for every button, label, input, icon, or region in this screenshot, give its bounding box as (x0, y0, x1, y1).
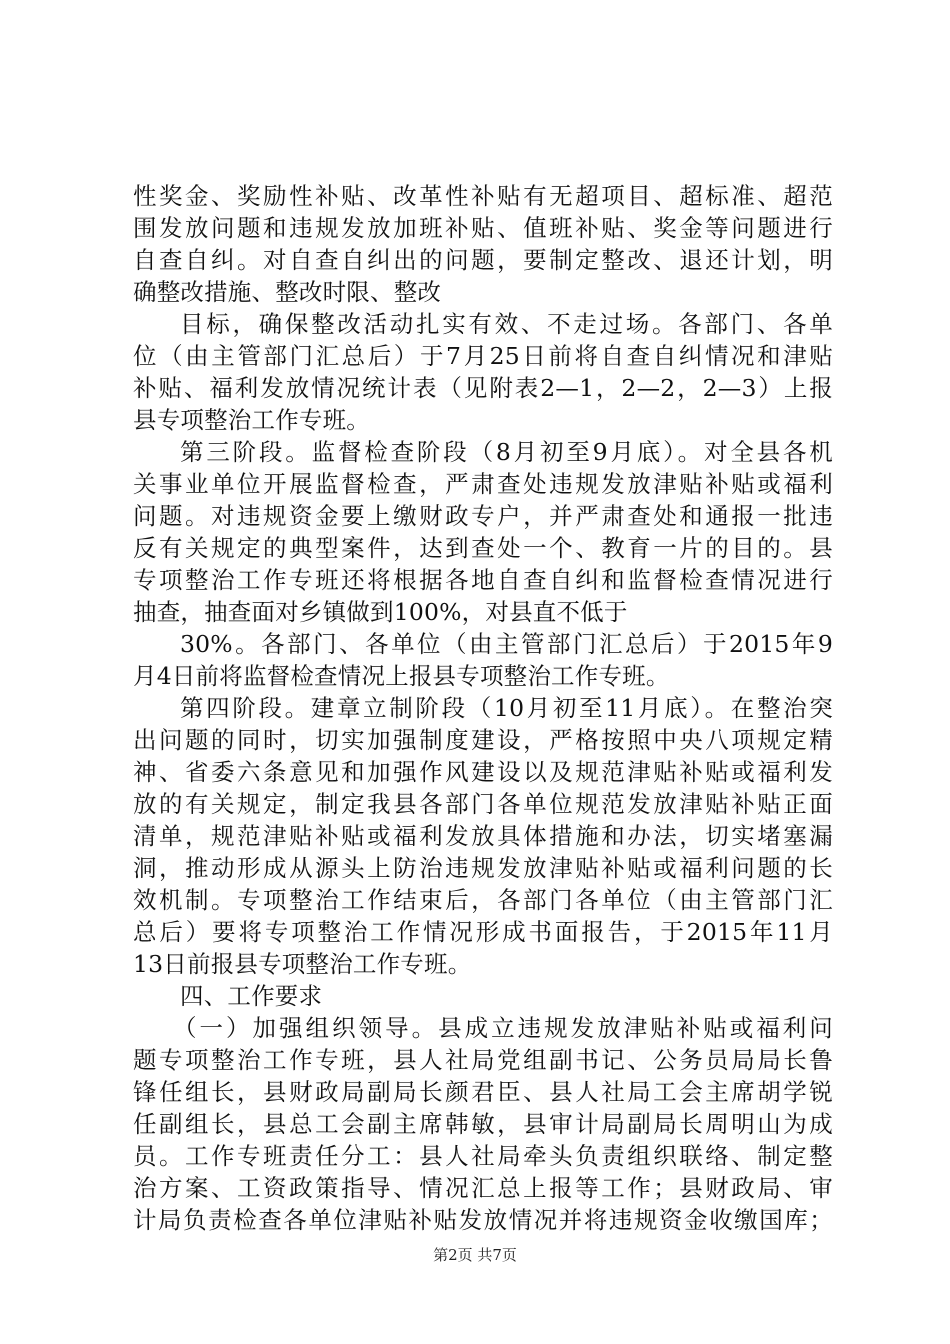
text-line: 关事业单位开展监督检查，严肃查处违规发放津贴补贴或福利 (133, 470, 833, 498)
text-line: 锋任组长，县财政局副局长颜君臣、县人社局工会主席胡学锐 (133, 1078, 833, 1106)
text-line: 确整改措施、整改时限、整改 (133, 278, 442, 306)
text-line: 围发放问题和违规发放加班补贴、值班补贴、奖金等问题进行 (133, 214, 833, 242)
text-line: 放的有关规定，制定我县各部门各单位规范发放津贴补贴正面 (133, 790, 833, 818)
text-line: 30%。各部门、各单位（由主管部门汇总后）于2015年9 (180, 630, 833, 658)
text-line: （一）加强组织领导。县成立违规发放津贴补贴或福利问 (173, 1014, 833, 1042)
text-line: 任副组长，县总工会副主席韩敏，县审计局副局长周明山为成 (133, 1110, 833, 1138)
text-line: 专项整治工作专班还将根据各地自查自纠和监督检查情况进行 (133, 566, 833, 594)
text-line: 计局负责检查各单位津贴补贴发放情况并将违规资金收缴国库； (133, 1206, 833, 1234)
text-line: 洞，推动形成从源头上防治违规发放津贴补贴或福利问题的长 (133, 854, 833, 882)
text-line: 神、省委六条意见和加强作风建设以及规范津贴补贴或福利发 (133, 758, 833, 786)
text-line: 月4日前将监督检查情况上报县专项整治工作专班。 (133, 662, 670, 690)
document-body (133, 180, 833, 1236)
text-line: 反有关规定的典型案件，达到查处一个、教育一片的目的。县 (133, 534, 833, 562)
text-line: 效机制。专项整治工作结束后，各部门各单位（由主管部门汇 (133, 886, 833, 914)
text-line: 治方案、工资政策指导、情况汇总上报等工作；县财政局、审 (133, 1174, 833, 1202)
text-line: 问题。对违规资金要上缴财政专户，并严肃查处和通报一批违 (133, 502, 833, 530)
text-line: 抽查，抽查面对乡镇做到100%，对县直不低于 (133, 598, 628, 626)
text-line: 题专项整治工作专班，县人社局党组副书记、公务员局局长鲁 (133, 1046, 833, 1074)
text-line: 县专项整治工作专班。 (133, 406, 370, 434)
page-number-footer: 第2页 共7页 (433, 1246, 517, 1264)
text-line: 清单，规范津贴补贴或福利发放具体措施和办法，切实堵塞漏 (133, 822, 833, 850)
section-heading: 四、工作要求 (180, 982, 323, 1010)
text-line: 员。工作专班责任分工：县人社局牵头负责组织联络、制定整 (133, 1142, 833, 1170)
text-line: 性奖金、奖励性补贴、改革性补贴有无超项目、超标准、超范 (133, 182, 833, 210)
text-line: 总后）要将专项整治工作情况形成书面报告，于2015年11月 (133, 918, 833, 946)
text-line: 目标，确保整改活动扎实有效、不走过场。各部门、各单 (180, 310, 833, 338)
text-line: 自查自纠。对自查自纠出的问题，要制定整改、退还计划，明 (133, 246, 833, 274)
text-line: 出问题的同时，切实加强制度建设，严格按照中央八项规定精 (133, 726, 833, 754)
text-line: 第四阶段。建章立制阶段（10月初至11月底）。在整治突 (180, 694, 833, 722)
text-line: 第三阶段。监督检查阶段（8月初至9月底）。对全县各机 (180, 438, 833, 466)
text-line: 13日前报县专项整治工作专班。 (133, 950, 472, 978)
text-line: 位（由主管部门汇总后）于7月25日前将自查自纠情况和津贴 (133, 342, 833, 370)
text-line: 补贴、福利发放情况统计表（见附表2—1，2—2，2—3）上报 (133, 374, 833, 402)
